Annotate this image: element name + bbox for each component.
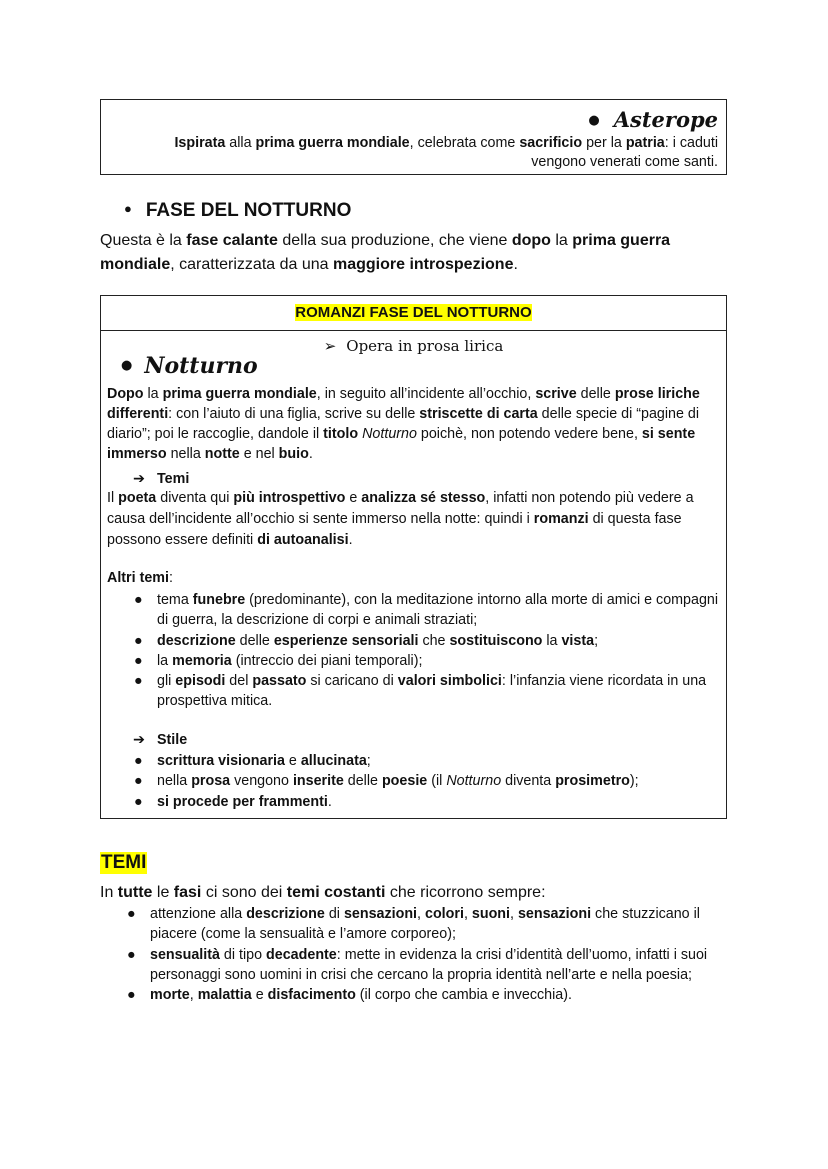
- bullet-icon: ●: [588, 113, 600, 128]
- temi-intro: In tutte le fasi ci sono dei temi costanti che ricorrono sempre:: [100, 884, 546, 901]
- fase-notturno-heading: ● FASE DEL NOTTURNO: [124, 200, 352, 221]
- list-item: ● gli episodi del passato si caricano di valori simbolici: l’infanzia viene ricordata in una prospettiva mitica.: [134, 673, 707, 710]
- bullet-icon: ●: [134, 673, 143, 690]
- bullet-icon: ●: [134, 592, 143, 608]
- list-item: ● si procede per frammenti.: [107, 792, 722, 812]
- list-item: ● scrittura visionaria e allucinata;: [107, 751, 722, 771]
- list-item: ● nella prosa vengono inserite delle poesie (il Notturno diventa prosimetro);: [107, 771, 722, 791]
- bullet-icon: ●: [134, 632, 143, 649]
- romanzi-header: ROMANZI FASE DEL NOTTURNO: [101, 296, 726, 331]
- asterope-description: Ispirata alla prima guerra mondiale, celebrata come sacrificio per la patria: i caduti vengono venerati come santi.: [174, 135, 718, 170]
- romanzi-box: [100, 295, 727, 819]
- bullet-icon: ●: [134, 652, 143, 669]
- asterope-title: ● Asterope: [588, 107, 718, 132]
- temi-description: Il poeta diventa qui più introspettivo e analizza sé stesso, infatti non potendo più vedere a causa dell’incidente all’occhio si sente immerso nella notte: quindi i romanzi di questa fase possono essere definiti di autoanalisi.: [107, 490, 694, 548]
- altri-temi-label: Altri temi:: [107, 570, 173, 586]
- arrow-right-icon: ➔: [133, 471, 145, 487]
- stile-subheading: ➔ Stile: [133, 732, 188, 748]
- bullet-icon: ●: [127, 946, 136, 963]
- temi-heading: TEMI: [101, 852, 147, 873]
- list-item: ● la memoria (intreccio dei piani temporali);: [107, 651, 722, 671]
- bullet-icon: ●: [134, 773, 143, 790]
- bullet-icon: ●: [134, 793, 143, 810]
- fase-intro-paragraph: Questa è la fase calante della sua produzione, che viene dopo la prima guerra mondiale, caratterizzata da una maggiore introspezione.: [100, 232, 671, 273]
- bullet-icon: ●: [127, 906, 136, 922]
- temi-subheading: ➔ Temi: [133, 471, 190, 487]
- bullet-icon: ●: [124, 201, 132, 216]
- asterope-box: [100, 99, 727, 175]
- notturno-title: ● Notturno: [121, 353, 258, 379]
- list-item: ● tema funebre (predominante), con la meditazione intorno alla morte di amici e compagni di guerra, la descrizione di corpi e animali straziati;: [134, 592, 719, 629]
- arrowhead-icon: ➢: [323, 337, 337, 355]
- list-item: ● attenzione alla descrizione di sensazioni, colori, suoni, sensazioni che stuzzicano il piacere (come la sensualità e l’amore corporeo);: [127, 906, 700, 943]
- list-item: ● morte, malattia e disfacimento (il corpo che cambia e invecchia).: [100, 985, 730, 1005]
- bullet-icon: ●: [121, 358, 133, 373]
- bullet-icon: ●: [127, 987, 136, 1004]
- stile-list: [107, 751, 722, 812]
- list-item: ● descrizione delle esperienze sensoriali che sostituiscono la vista;: [107, 631, 722, 651]
- arrow-right-icon: ➔: [133, 732, 145, 748]
- notturno-description: Dopo la prima guerra mondiale, in seguito all’incidente all’occhio, scrive delle prose liriche differenti: con l’aiuto di una figlia, scrive su delle striscette di carta delle specie di “pagine di diario”; poi le raccoglie, dandole il titolo Notturno poichè, non potendo vedere bene, si sente immerso nella notte e nel buio.: [107, 386, 700, 462]
- romanzi-subtitle: ➢ Opera in prosa lirica: [323, 337, 504, 355]
- list-item: ● sensualità di tipo decadente: mette in evidenza la crisi d’identità dell’uomo, infatti i suoi personaggi sono uomini in crisi che cercano la propria identità nell’arte e nella poesia;: [127, 946, 708, 983]
- altri-temi-list: [107, 590, 722, 712]
- temi-list: [100, 904, 730, 1005]
- bullet-icon: ●: [134, 753, 143, 769]
